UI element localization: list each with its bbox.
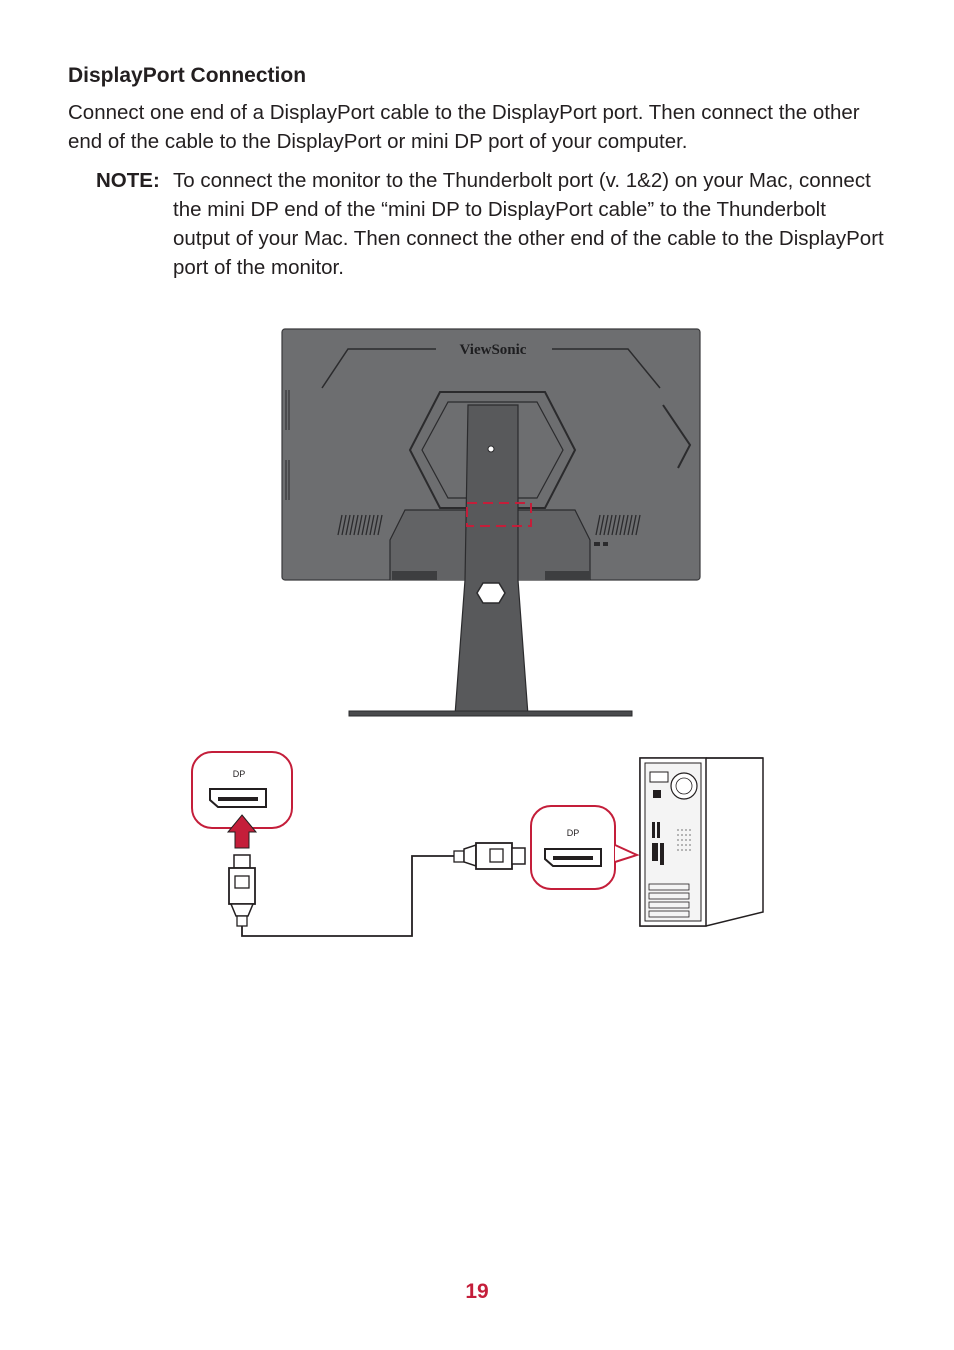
computer-port-label: DP — [566, 828, 580, 838]
computer-port-callout — [531, 806, 637, 889]
dp-cable — [242, 856, 455, 936]
connection-illustration — [0, 300, 954, 960]
note-label: NOTE: — [96, 169, 160, 192]
note-text: To connect the monitor to the Thunderbolt port (v. 1&2) on your Mac, connect the mini DP end of the “mini DP to DisplayPort cable” to the Thunderbolt output of your Mac. Then connect the other end of the cable to the DisplayPort port of the monitor. — [173, 169, 884, 279]
dp-plug-vertical — [229, 855, 255, 926]
brand-logo: ViewSonic — [459, 342, 527, 358]
body-paragraph: Connect one end of a DisplayPort cable to the DisplayPort port. Then connect the other end of the cable to the DisplayPort or mini DP port of your computer. — [68, 101, 860, 153]
dp-plug-horizontal — [454, 843, 525, 869]
monitor-port-label: DP — [232, 769, 246, 779]
computer-tower — [640, 758, 763, 926]
note-block — [96, 166, 886, 282]
section-title: DisplayPort Connection — [68, 64, 307, 87]
page-number: 19 — [465, 1280, 489, 1303]
